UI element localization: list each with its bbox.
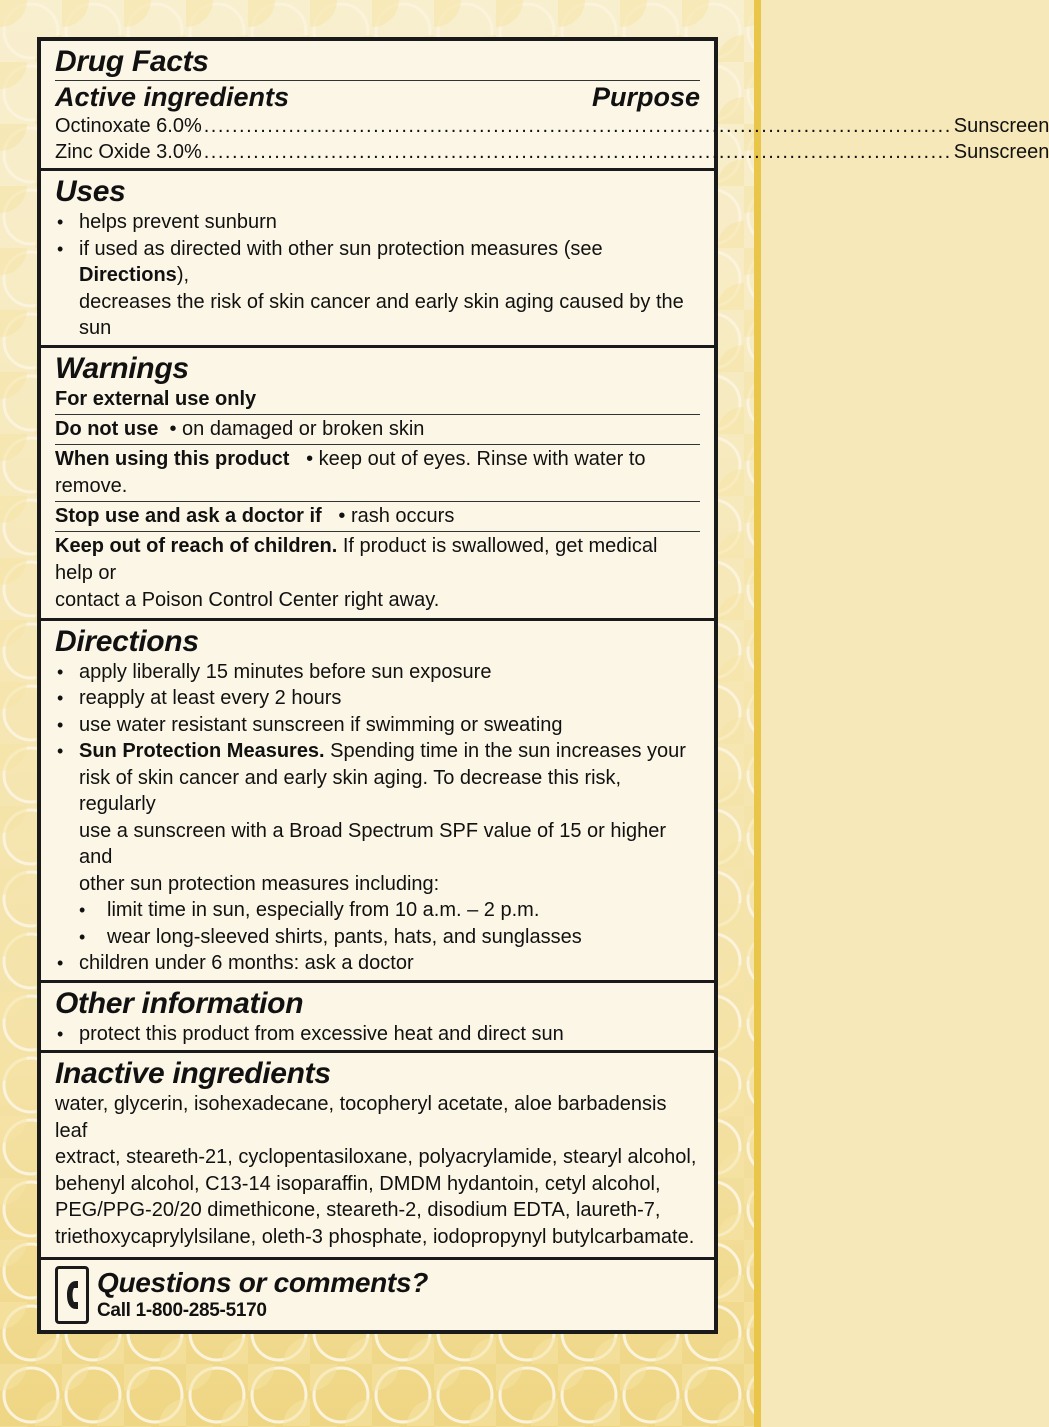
bullet-icon: • bbox=[57, 212, 64, 232]
list-item: • wear long-sleeved shirts, pants, hats, and sunglasses bbox=[55, 924, 700, 951]
section-questions bbox=[41, 1260, 714, 1330]
list-item bbox=[55, 236, 700, 342]
section-inactive-ingredients bbox=[41, 1053, 714, 1260]
section-warnings bbox=[41, 348, 714, 621]
stop-use-row: Stop use and ask a doctor if • rash occurs bbox=[55, 501, 700, 531]
do-not-use-row: Do not use • on damaged or broken skin bbox=[55, 414, 700, 444]
drug-facts-title: Drug Facts bbox=[55, 45, 209, 78]
divider bbox=[55, 80, 700, 81]
phone-icon bbox=[55, 1266, 89, 1324]
list-item: • apply liberally 15 minutes before sun exposure bbox=[55, 659, 700, 686]
section-directions bbox=[41, 621, 714, 983]
ingredient-name: Octinoxate 6.0% bbox=[55, 115, 202, 137]
when-using-row: When using this product • keep out of eyes. Rinse with water to remove. bbox=[55, 444, 700, 501]
other-information-title: Other information bbox=[55, 986, 304, 1020]
bullet-icon: • bbox=[57, 238, 64, 259]
ingredient-name: Zinc Oxide 3.0% bbox=[55, 141, 202, 163]
list-item: • limit time in sun, especially from 10 a.m. – 2 p.m. bbox=[55, 897, 700, 924]
external-use-note: For external use only bbox=[55, 387, 257, 410]
questions-title: Questions or comments? bbox=[97, 1267, 429, 1298]
drug-facts-panel bbox=[37, 37, 1049, 1334]
inactive-ingredients-text: water, glycerin, isohexadecane, tocopheryl acetate, aloe barbadensis leaf extract, steareth-21, cyclopentasiloxane, polyacrylamide, stearyl alcohol, behenyl alcohol, C13-14 isoparaffin, DMDM hydantoin, cetyl alcohol, PEG/PPG-20/20 dimethicone, steareth-2, disodium EDTA, laureth-7, triethoxycaprylylsilane, oleth-3 phosphate, iodopropynyl butylcarbamate. bbox=[55, 1093, 697, 1248]
list-item bbox=[55, 209, 700, 236]
warnings-title: Warnings bbox=[55, 351, 189, 385]
bullet-icon: • bbox=[57, 1023, 64, 1044]
active-ingredients-heading: Active ingredients bbox=[55, 82, 290, 112]
phone-number: Call 1-800-285-5170 bbox=[97, 1300, 267, 1321]
inactive-ingredients-title: Inactive ingredients bbox=[55, 1057, 331, 1090]
bullet-icon: • bbox=[57, 661, 64, 682]
purpose-heading: Purpose bbox=[591, 82, 700, 112]
ingredient-purpose: Sunscreen bbox=[953, 115, 1049, 137]
keep-out-row: Keep out of reach of children. If product is swallowed, get medical help or contact a Poison Control Center right away. bbox=[55, 531, 700, 615]
active-ingredients-header bbox=[55, 82, 700, 113]
uses-item-2: if used as directed with other sun protection measures (see Directions), decreases the risk of skin cancer and early skin aging caused by the sun bbox=[79, 237, 684, 339]
bullet-icon: • bbox=[57, 714, 64, 735]
section-uses bbox=[41, 171, 714, 348]
section-active-ingredients bbox=[41, 41, 1049, 171]
list-item bbox=[55, 738, 700, 897]
bullet-icon: • bbox=[57, 688, 64, 708]
ingredient-row bbox=[55, 139, 1049, 165]
bullet-icon: • bbox=[79, 926, 86, 947]
section-other-information bbox=[41, 983, 714, 1054]
bullet-icon: • bbox=[79, 900, 86, 920]
package-edge bbox=[754, 0, 761, 1427]
list-item: • protect this product from excessive heat and direct sun bbox=[55, 1021, 700, 1048]
bullet-icon: • bbox=[57, 953, 64, 973]
directions-title: Directions bbox=[55, 624, 199, 658]
uses-title: Uses bbox=[55, 175, 126, 208]
ingredient-purpose: Sunscreen bbox=[953, 141, 1049, 163]
questions-block bbox=[55, 1266, 700, 1324]
sun-protection-measures: Sun Protection Measures. Spending time in the sun increases your risk of skin cancer and early skin aging. To decrease this risk, regularly use a sunscreen with a Broad Spectrum SPF value of 15 or higher and other sun protection measures including: bbox=[79, 740, 686, 895]
ingredient-row bbox=[55, 113, 1049, 139]
dot-leader: .......................................................................................................... bbox=[203, 115, 952, 137]
dot-leader: .......................................................................................................... bbox=[203, 141, 952, 163]
uses-item-1: helps prevent sunburn bbox=[79, 211, 277, 233]
list-item: • children under 6 months: ask a doctor bbox=[55, 950, 700, 977]
list-item: • use water resistant sunscreen if swimming or sweating bbox=[55, 712, 700, 739]
bullet-icon: • bbox=[57, 741, 64, 761]
list-item: • reapply at least every 2 hours bbox=[55, 685, 700, 712]
